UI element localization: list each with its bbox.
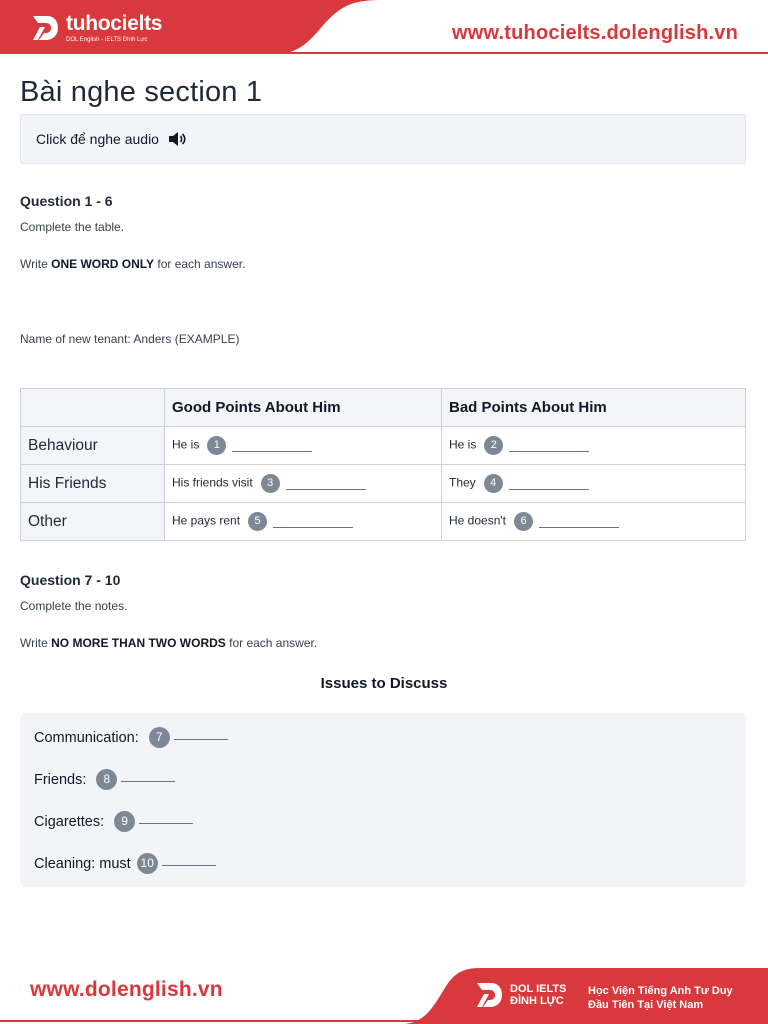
- audio-label: Click để nghe audio: [36, 131, 159, 147]
- answer-cell: He doesn't 6: [442, 503, 746, 541]
- table-header-bad: Bad Points About Him: [442, 389, 746, 427]
- footer-tagline: Học Viện Tiếng Anh Tư Duy Đầu Tiên Tại Việt Nam: [588, 985, 733, 1011]
- answer-blank-9[interactable]: [139, 819, 193, 824]
- question-number-badge: 4: [484, 474, 503, 493]
- answer-blank-10[interactable]: [162, 861, 216, 866]
- dol-logo-icon: [30, 13, 60, 43]
- footer-brand-line2: ĐÌNH LỰC: [510, 995, 564, 1007]
- tuhocielts-logo[interactable]: [30, 10, 162, 46]
- footer-brand-line1: DOL IELTS: [510, 983, 567, 995]
- tenant-name-line: Name of new tenant: Anders (EXAMPLE): [20, 332, 240, 346]
- question-number-badge: 5: [248, 512, 267, 531]
- answer-blank-8[interactable]: [121, 777, 175, 782]
- question-number-badge: 1: [207, 436, 226, 455]
- table-header-good: Good Points About Him: [165, 389, 442, 427]
- answer-cell: They 4: [442, 465, 746, 503]
- answer-cell: He pays rent 5: [165, 503, 442, 541]
- question-1-6-heading: Question 1 - 6: [20, 193, 113, 209]
- instruction-complete-table: Complete the table.: [20, 220, 125, 234]
- question-number-badge: 10: [137, 853, 158, 874]
- dol-logo-icon: [474, 980, 504, 1010]
- instruction-word-limit: Write ONE WORD ONLY for each answer.: [20, 257, 246, 271]
- page-header: [0, 0, 768, 55]
- audio-player-button[interactable]: [20, 114, 746, 164]
- row-label: Other: [21, 503, 165, 541]
- table-header-row: [21, 389, 746, 427]
- instruction-complete-notes: Complete the notes.: [20, 599, 128, 613]
- answer-cell: He is 2: [442, 427, 746, 465]
- answer-cell: His friends visit 3: [165, 465, 442, 503]
- speaker-icon: [167, 130, 187, 148]
- answer-blank-5[interactable]: [273, 515, 353, 528]
- question-number-badge: 6: [514, 512, 533, 531]
- table-row: [21, 465, 746, 503]
- points-table: [20, 388, 746, 541]
- question-number-badge: 7: [149, 727, 170, 748]
- note-item: Friends: 8: [34, 769, 175, 790]
- answer-cell: He is 1: [165, 427, 442, 465]
- question-number-badge: 2: [484, 436, 503, 455]
- answer-blank-1[interactable]: [232, 439, 312, 452]
- table-row: [21, 427, 746, 465]
- table-header-empty: [21, 389, 165, 427]
- answer-blank-7[interactable]: [174, 735, 228, 740]
- table-row: [21, 503, 746, 541]
- question-number-badge: 8: [96, 769, 117, 790]
- page-title: Bài nghe section 1: [20, 76, 263, 108]
- notes-panel: [20, 713, 746, 887]
- answer-blank-6[interactable]: [539, 515, 619, 528]
- question-number-badge: 9: [114, 811, 135, 832]
- header-website-link[interactable]: www.tuhocielts.dolenglish.vn: [452, 22, 738, 44]
- question-7-10-heading: Question 7 - 10: [20, 572, 121, 588]
- dol-ielts-logo[interactable]: [474, 980, 566, 1010]
- answer-blank-2[interactable]: [509, 439, 589, 452]
- logo-title: tuhocielts: [66, 11, 163, 35]
- note-item: Cigarettes: 9: [34, 811, 193, 832]
- answer-blank-3[interactable]: [286, 477, 366, 490]
- notes-title: Issues to Discuss: [320, 675, 448, 692]
- note-item: Communication: 7: [34, 727, 228, 748]
- row-label: Behaviour: [21, 427, 165, 465]
- question-number-badge: 3: [261, 474, 280, 493]
- instruction-word-limit-2: Write NO MORE THAN TWO WORDS for each answer.: [20, 636, 318, 650]
- answer-blank-4[interactable]: [509, 477, 589, 490]
- note-item: Cleaning: must 10: [34, 853, 216, 874]
- footer-website-link[interactable]: www.dolenglish.vn: [30, 978, 223, 1001]
- row-label: His Friends: [21, 465, 165, 503]
- logo-subtitle: DOL English - IELTS Đình Lực: [66, 36, 148, 43]
